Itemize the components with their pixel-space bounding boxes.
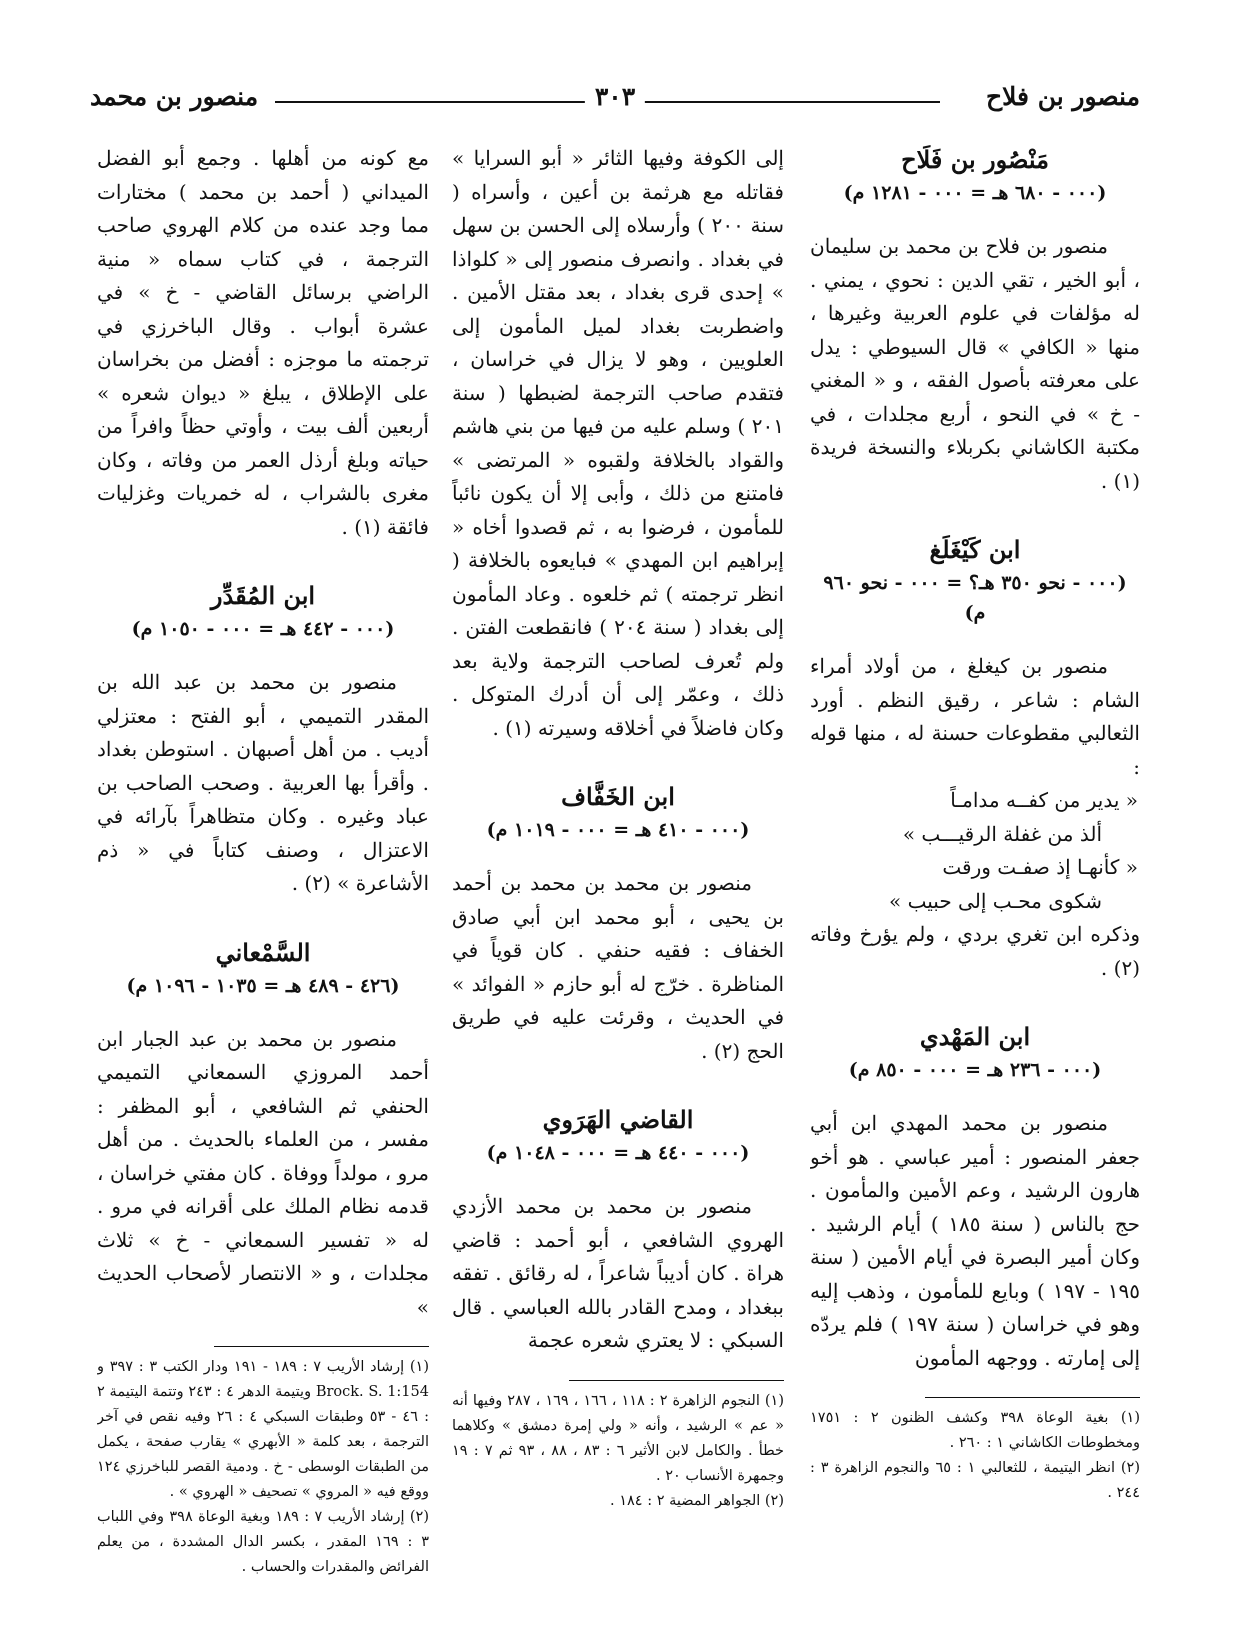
entry-dates: (٠٠٠ - نحو ٣٥٠ هـ؟ = ٠٠٠ - نحو ٩٦٠ م) [823,572,1127,624]
entry-ibn-al-muqaddir [97,578,429,901]
footnote: (١) بغية الوعاة ٣٩٨ وكشف الظنون ٢ : ١٧٥١ ومخطوطات الكاشاني ١ : ٢٦٠ . [810,1410,1140,1451]
footnote-rule [569,1380,784,1381]
footnote: (٢) انظر اليتيمة ، للثعالبي ١ : ٦٥ والنجوم الزاهرة ٣ : ٢٤٤ . [810,1460,1140,1501]
left-column [97,142,429,1612]
entry-mansur-ibn-falah [810,142,1140,498]
verse-line: « يدير من كفــه مدامـاً [950,788,1138,812]
footnote: (٢) إرشاد الأريب ٧ : ١٨٩ وبغية الوعاة ٣٩٨ وفي اللباب ٣ : ١٦٩ المقدر ، بكسر الدال المشددة ، من يعلم الفرائض والمقدرات والحساب . [97,1509,429,1575]
middle-column [452,142,784,1612]
entry-text: منصور بن محمد المهدي ابن أبي جعفر المنصور : أمير عباسي . هو أخو هارون الرشيد ، وعم الأمين والمأمون . حج بالناس ( سنة ١٨٥ ) أيام الرشيد . وكان أمير البصرة في أيام الأمين ( سنة ١٩٥ - ١٩٧ ) وبايع للمأمون ، وذهب إليه وهو في خراسان ( سنة ١٩٧ ) فلم يردّه إلى إمارته . ووجهه المأمون [810,1111,1140,1370]
entry-ibn-kayghalagh [810,532,1140,985]
footnote: (٢) الجواهر المضية ٢ : ١٨٤ . [610,1492,784,1509]
entry-ibn-al-khaffaf [452,779,784,1068]
entry-dates: (٠٠٠ - ٢٣٦ هـ = ٠٠٠ - ٨٥٠ م) [848,1059,1102,1081]
entry-text: منصور بن محمد بن عبد الله بن المقدر التميمي ، أبو الفتح : معتزلي أديب . من أهل أصبهان . استوطن بغداد . وأقرأ بها العربية . وصحب الصاحب بن عباد وغيره . وكان متظاهراً بآرائه في الاعتزال ، وصنف كتاباً في « ذم الأشاعرة » (٢) . [97,670,429,895]
entry-dates: (٠٠٠ - ٤٤٢ هـ = ٠٠٠ - ١٠٥٠ م) [131,618,395,640]
footnote-rule [214,1346,429,1347]
continuation-text: مع كونه من أهلها . وجمع أبو الفضل الميداني ( أحمد بن محمد ) مختارات مما وجد عنده من كلام الهروي صاحب الترجمة ، في كتاب سماه « منية الراضي برسائل القاضي - خ » في عشرة أبواب . وقال الباخرزي في ترجمته ما موجزه : أفضل من بخراسان على الإطلاق ، يبلغ « ديوان شعره » أربعين ألف بيت ، وأوتي حظاً وافراً من حياته وبلغ أرذل العمر من وفاته ، وكان مغرى بالشراب ، له خمريات وغزليات فائقة (١) . [97,146,429,539]
right-column [810,142,1140,1612]
running-head-left: منصور بن محمد [90,82,259,111]
footnote: (١) النجوم الزاهرة ٢ : ١١٨ ، ١٦٦ ، ١٦٩ ، ٢٨٧ وفيها أنه « عم » الرشيد ، وأنه « ولي إمرة دمشق » وكلاهما خطأ . والكامل لابن الأثير ٦ : ٨٣ ، ٨٨ ، ٩٣ ثم ٧ : ١٩ وجمهرة الأنساب ٢٠ . [452,1392,784,1484]
footnote: (١) إرشاد الأريب ٧ : ١٨٩ - ١٩١ ودار الكتب ٣ : ٣٩٧ و Brock. S. 1:154 ويتيمة الدهر ٤ : ٢٤٣ وتتمة اليتيمة ٢ : ٤٦ - ٥٣ وطبقات السبكي ٤ : ٢٦ وفيه نقص في آخر الترجمة ، بعد كلمة « الأبهري » يقارب صفحة ، يكمل من الطبقات الوسطى - خ . ودمية القصر للباخرزي ١٢٤ ووقع فيه « المروي » تصحيف « الهروي » . [97,1359,429,1500]
verse-line: ألذ من غفلة الرقيـــب » [902,821,1102,846]
entry-title: ابن المُقَدِّر [210,581,316,610]
entry-title: ابن المَهْدي [919,1022,1031,1051]
entry-title: القاضي الهَرَوي [542,1105,694,1134]
page-number: ٣٠٣ [585,82,645,111]
entry-text: منصور بن كيغلغ ، من أولاد أمراء الشام : شاعر ، رقيق النظم . أورد الثعالبي مقطوعات حسنة له ، منها قوله : [810,654,1140,779]
verse-line: « كأنهـا إذ صفـت ورقت [942,855,1138,879]
entry-ibn-al-mahdi [810,1019,1140,1375]
running-head-right: منصور بن فلاح [985,82,1140,111]
entry-text: منصور بن محمد بن عبد الجبار ابن أحمد المروزي السمعاني التميمي الحنفي ثم الشافعي ، أبو المظفر : مفسر ، من العلماء بالحديث . من أهل مرو ، مولداً ووفاة . كان مفتي خراسان ، قدمه نظام الملك على أقرانه في مرو . له « تفسير السمعاني - خ » ثلاث مجلدات ، و « الانتصار لأصحاب الحديث » [97,1026,429,1319]
entry-al-qadi-al-harawi [452,1102,784,1358]
entry-dates: (٠٠٠ - ٤٤٠ هـ = ٠٠٠ - ١٠٤٨ م) [486,1142,750,1164]
entry-title: ابن كَيْغَلَغ [929,535,1021,564]
entry-title: السَّمْعاني [215,937,311,967]
entry-text-after: وذكره ابن تغري بردي ، ولم يؤرخ وفاته (٢) . [810,922,1140,980]
entry-text: منصور بن محمد بن محمد بن أحمد بن يحيى ، أبو محمد ابن أبي صادق الخفاف : فقيه حنفي . كان قوياً في المناظرة . خرّج له أبو حازم « الفوائد » في الحديث ، وقرئت عليه في طريق الحج (٢) . [452,871,784,1063]
footnote-rule [925,1397,1140,1398]
entry-dates: (٠٠٠ - ٦٨٠ هـ = ٠٠٠ - ١٢٨١ م) [843,182,1107,204]
page-header [90,82,1140,122]
entry-dates: (٤٢٦ - ٤٨٩ هـ = ١٠٣٥ - ١٠٩٦ م) [126,974,400,997]
entry-al-samani [97,935,429,1325]
verse-line: شكوى محـب إلى حبيب » [889,888,1102,913]
entry-text: منصور بن فلاح بن محمد بن سليمان ، أبو الخير ، تقي الدين : نحوي ، يمني . له مؤلفات في علوم العربية وغيرها ، منها « الكافي » قال السيوطي : يدل على معرفته بأصول الفقه ، و « المغني - خ » في النحو ، أربع مجلدات ، في مكتبة الكاشاني بكربلاء والنسخة فريدة (١) . [810,234,1140,493]
entry-title: ابن الخَفَّاف [561,782,675,811]
entry-title: مَنْصُور بن فَلَاح [901,145,1049,174]
entry-text: منصور بن محمد بن محمد الأزدي الهروي الشافعي ، أبو أحمد : قاضي هراة . كان أديباً شاعراً ، له رقائق . تفقه ببغداد ، ومدح القادر بالله العباسي . قال السبكي : لا يعتري شعره عجمة [452,1194,784,1352]
entry-dates: (٠٠٠ - ٤١٠ هـ = ٠٠٠ - ١٠١٩ م) [486,819,750,841]
continuation-text: إلى الكوفة وفيها الثائر « أبو السرايا » فقاتله مع هرثمة بن أعين ، وأسراه ( سنة ٢٠٠ ) وأرسلاه إلى الحسن بن سهل في بغداد . وانصرف منصور إلى « كلواذا » إحدى قرى بغداد ، بعد مقتل الأمين . واضطربت بغداد لميل المأمون إلى العلويين ، وهو لا يزال في خراسان ، فتقدم صاحب الترجمة لضبطها ( سنة ٢٠١ ) وسلم عليه من فيها من بني هاشم والقواد بالخلافة ولقبوه « المرتضى » فامتنع من ذلك ، وأبى إلا أن يكون نائباً للمأمون ، فرضوا به ، ثم قصدوا أخاه « إبراهيم ابن المهدي » فبايعوه بالخلافة ( انظر ترجمته ) ثم خلعوه . وعاد المأمون إلى بغداد ( سنة ٢٠٤ ) فانقطعت الفتن . ولم تُعرف لصاحب الترجمة ولاية بعد ذلك ، وعمّر إلى أن أدرك المتوكل . وكان فاضلاً في أخلاقه وسيرته (١) . [452,146,784,740]
